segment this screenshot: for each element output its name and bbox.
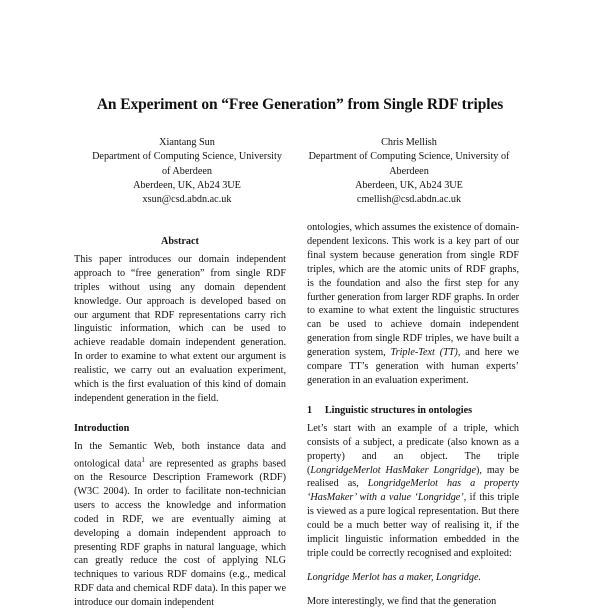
- author-block-1: [62, 136, 312, 207]
- introduction-text: In the Semantic Web, both instance data and ontological data$^1$ are represented as graphs based on the Resource Description Framework (RDF) (W3C 2004). In order to facilitate non-technician users to access the knowledge and information coded in RDF, we are eventually aiming at developing a domain independent approach to presenting RDF graphs in natural language, which can greatly reduce the cost of applying NLG techniques to various RDF domains (e.g., medical RDF data and chemical RDF data). In this paper we introduce our domain independent: [74, 440, 286, 609]
- paragraph-triple-example: Let’s start with an example of a triple, which consists of a subject, a predicate (also known as a property) and an object. The triple (LongridgeMerlot HasMaker Longridge), may be realised as, LongridgeMerlot has a property ‘HasMaker’ with a value ‘Longridge’, if this triple is viewed as a pure logical representation. But there could be a much better way of realising it, if the implicit linguistic information embedded in the triple could be correctly recognised and exploited:: [307, 422, 519, 559]
- paragraph-ontologies: ontologies, which assumes the existence of domain-dependent lexicons. This work is a key part of our final system because generation from single RDF triples, which are the atomic units of RDF graphs, is the foundation and also the first step for any further generation from larger RDF graphs. In order to examine to what extent the linguistic structures can be used to achieve domain independent generation from single RDF triples, we have built a generation system, Triple-Text (TT), and here we compare TT’s generation with human experts’ generation in an evaluation experiment.: [307, 222, 519, 386]
- author-block-2: [278, 136, 540, 207]
- author-email: xsun@csd.abdn.ac.uk: [142, 194, 232, 206]
- right-column: [307, 221, 519, 609]
- introduction-heading: Introduction: [74, 422, 130, 434]
- author-affiliation: Aberdeen: [389, 165, 429, 177]
- example-sentence: Longridge Merlot has a maker, Longridge.: [307, 571, 482, 583]
- author-name: Chris Mellish: [381, 137, 437, 148]
- author-address: Aberdeen, UK, Ab24 3UE: [133, 179, 241, 191]
- author-affiliation: Department of Computing Science, University of: [308, 151, 510, 163]
- paragraph-continuation: More interestingly, we find that the generation: [307, 595, 497, 607]
- abstract-text: This paper introduces our domain independent approach to “free generation” from single RDF triples without using any domain dependent knowledge. Our approach is developed based on our argument that RDF representations carry rich linguistic information, which can be used to achieve readable domain independent generation. In order to examine to what extent our argument is realistic, we carry out an evaluation experiment, which is the first evaluation of this kind of domain independent generation in the field.: [74, 253, 286, 404]
- author-address: Aberdeen, UK, Ab24 3UE: [355, 179, 463, 191]
- left-column: [74, 235, 286, 610]
- author-affiliation: of Aberdeen: [161, 165, 213, 177]
- author-email: cmellish@csd.abdn.ac.uk: [356, 194, 462, 206]
- paper-title: An Experiment on “Free Generation” from Single RDF triples: [96, 96, 504, 113]
- author-name: Xiantang Sun: [159, 137, 215, 148]
- author-affiliation: Department of Computing Science, University: [92, 151, 282, 163]
- footnote-mark: 1: [141, 455, 145, 464]
- abstract-heading: Abstract: [161, 236, 199, 247]
- system-name: Triple-Text (TT): [390, 347, 458, 359]
- section-1-heading: 1 Linguistic structures in ontologies: [307, 404, 473, 416]
